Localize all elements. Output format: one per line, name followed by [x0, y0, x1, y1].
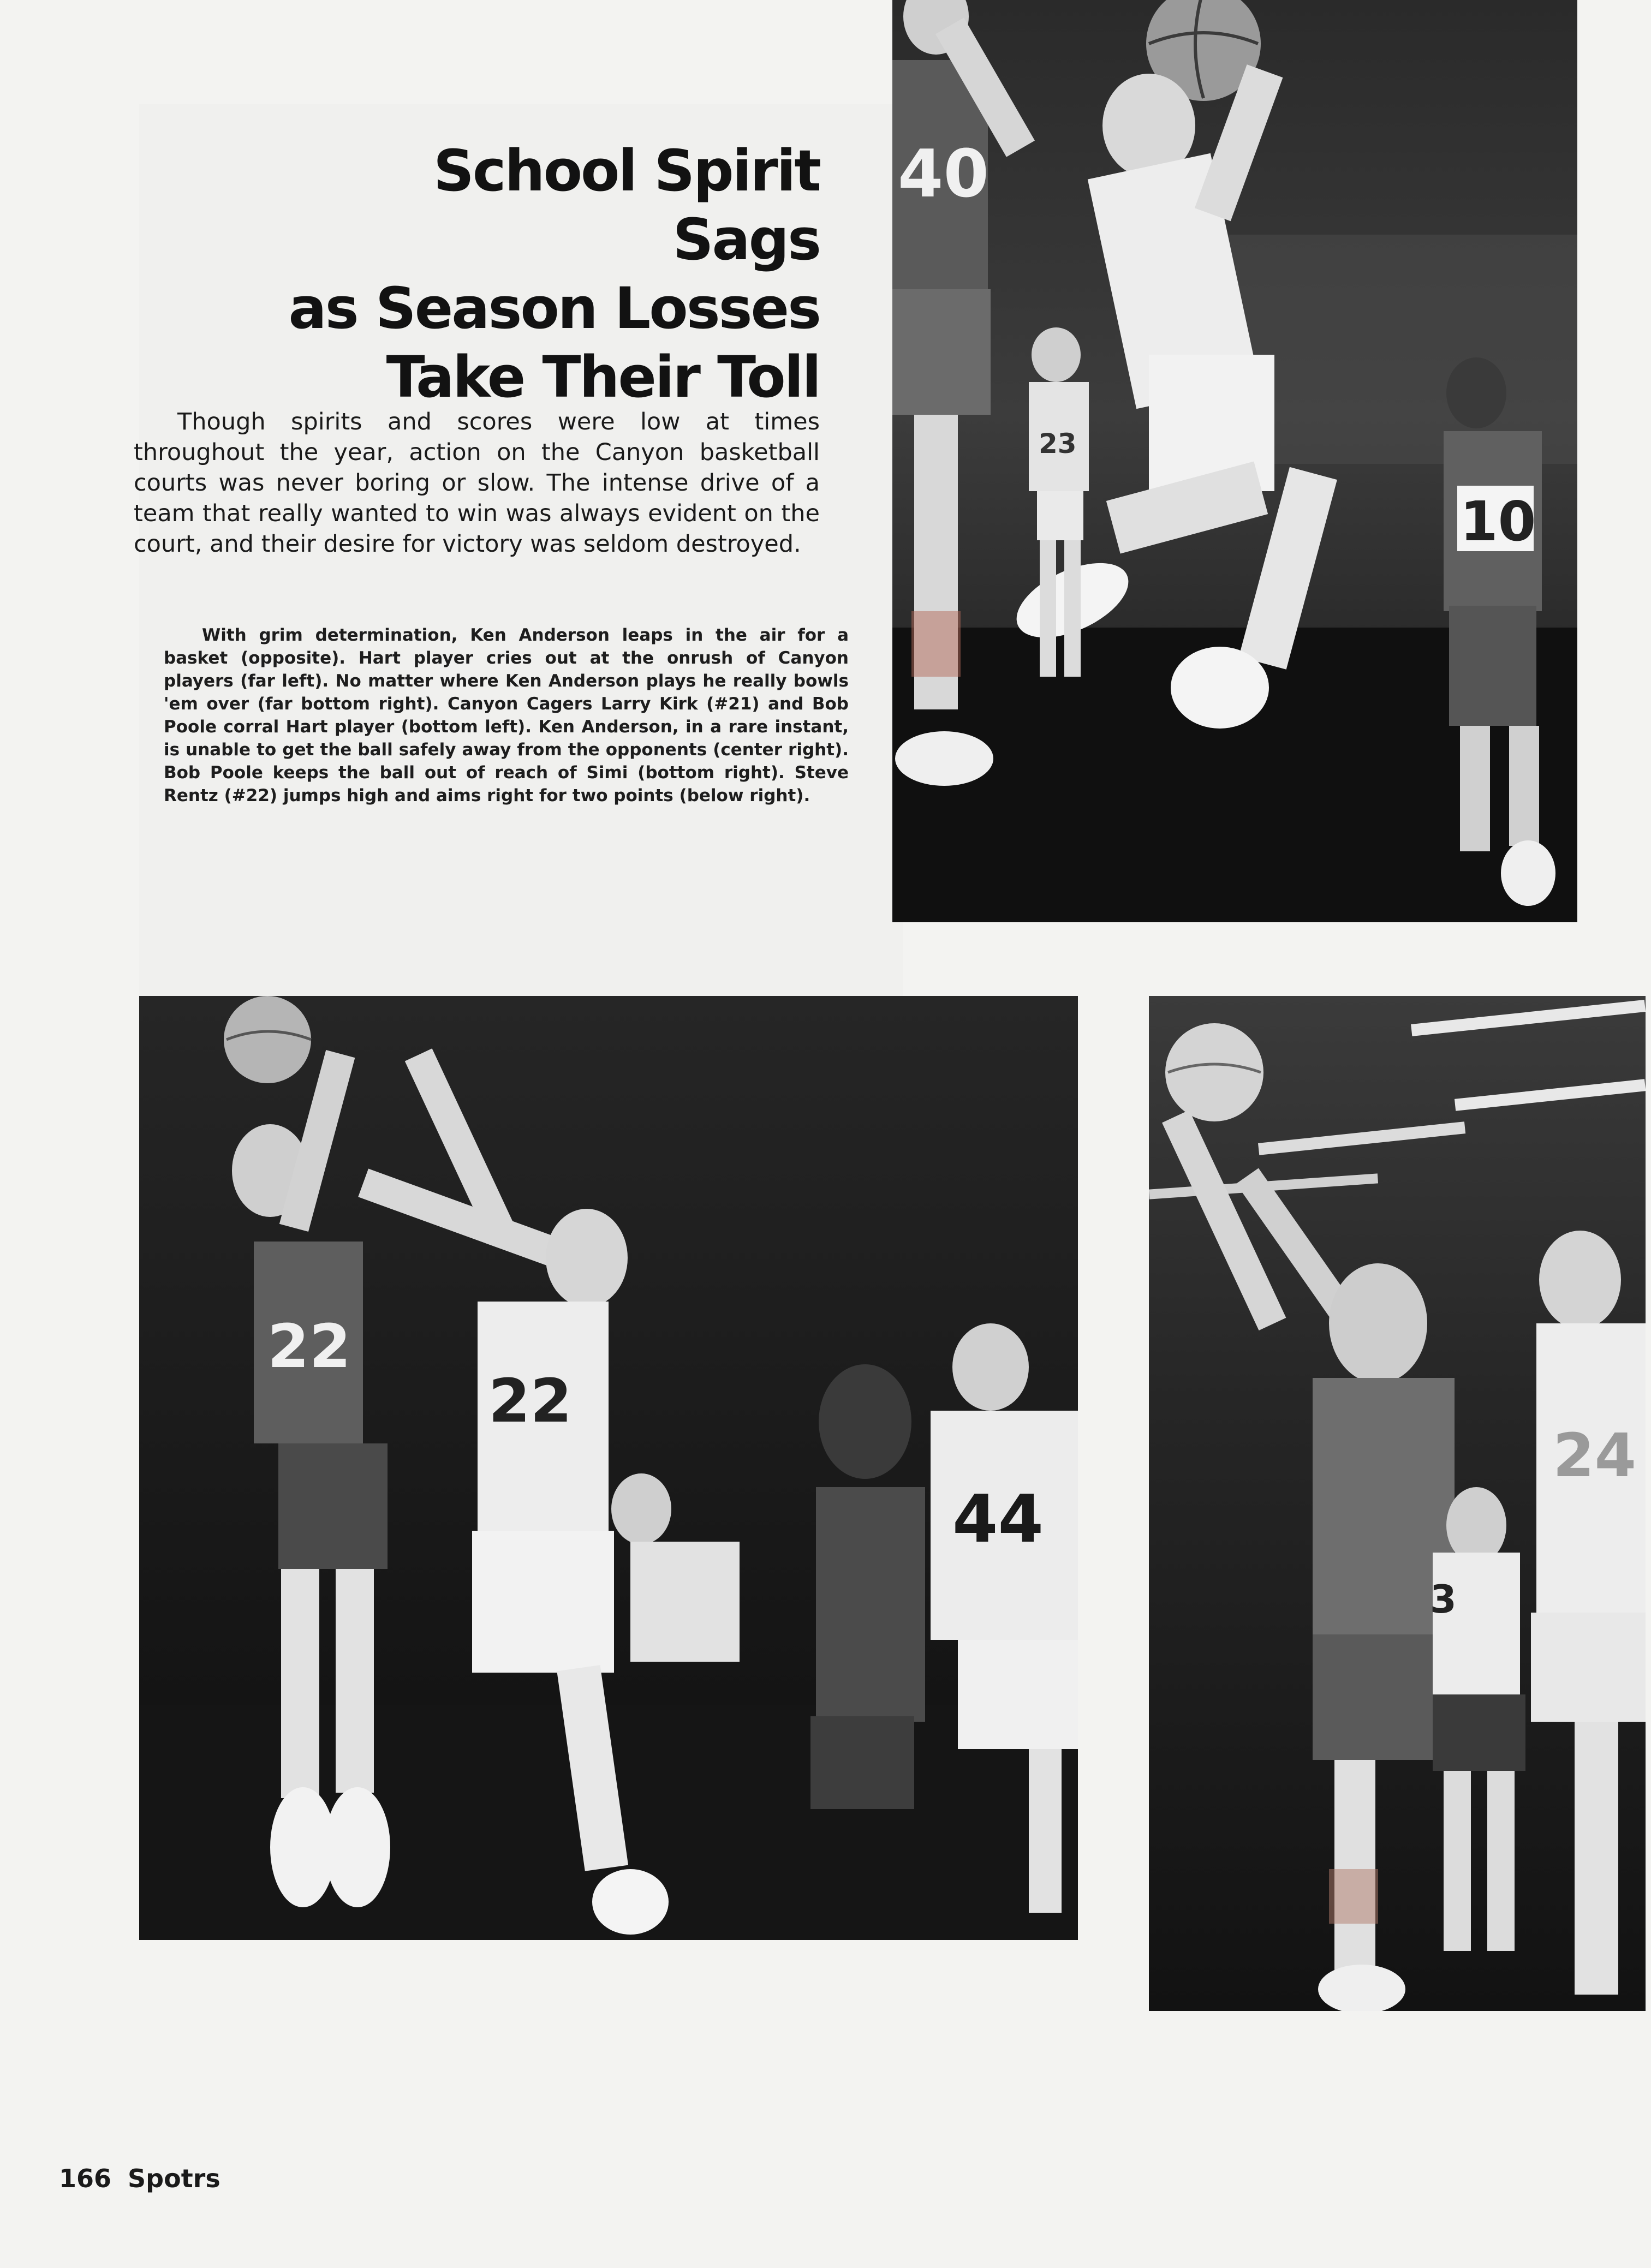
- headline-line-1: School Spirit Sags: [433, 138, 820, 273]
- intro-paragraph: Though spirits and scores were low at times throughout the year, action on the Canyon basketball courts was never boring or slow. The intense drive of a team that really wanted to win was always evident on the court, and their desire for victory was seldom destroyed.: [134, 408, 820, 558]
- section-name: Spotrs: [128, 2164, 220, 2193]
- jersey-number: 44: [952, 1482, 1044, 1557]
- jersey-number: 23: [1039, 428, 1077, 459]
- headline-line-3: Take Their Toll: [386, 344, 820, 410]
- jersey-number: 22: [267, 1311, 351, 1381]
- photo-rebound-contest: [139, 996, 1078, 1940]
- headline-line-2: as Season Losses: [288, 275, 820, 342]
- jersey-number: 3: [1430, 1577, 1457, 1622]
- photo-reach-for-ball-image: [1149, 996, 1646, 2011]
- page-footer: [59, 2164, 220, 2193]
- jersey-number: 22: [488, 1366, 573, 1436]
- photo-jump-shot: [892, 0, 1577, 922]
- jersey-number: 24: [1553, 1421, 1637, 1490]
- page-number: 166: [59, 2164, 112, 2193]
- photo-caption: With grim determination, Ken Anderson leaps in the air for a basket (opposite). Hart player cries out at the onrush of Canyon players (far left). No matter where Ken Anderson plays he really bowls 'em over (far bottom right). Canyon Cagers Larry Kirk (#21) and Bob Poole corral Hart player (bottom left). Ken Anderson, in a rare instant, is unable to get the ball safely away from the opponents (center right). Bob Poole keeps the ball out of reach of Simi (bottom right). Steve Rentz (#22) jumps high and aims right for two points (below right).: [164, 625, 849, 805]
- headline: [274, 136, 820, 411]
- jersey-number: 10: [1460, 490, 1536, 553]
- photo-rebound-contest-image: [139, 996, 1078, 1940]
- jersey-number: 40: [898, 136, 989, 212]
- photo-reach-for-ball: [1149, 996, 1646, 2011]
- photo-jump-shot-image: [892, 0, 1577, 922]
